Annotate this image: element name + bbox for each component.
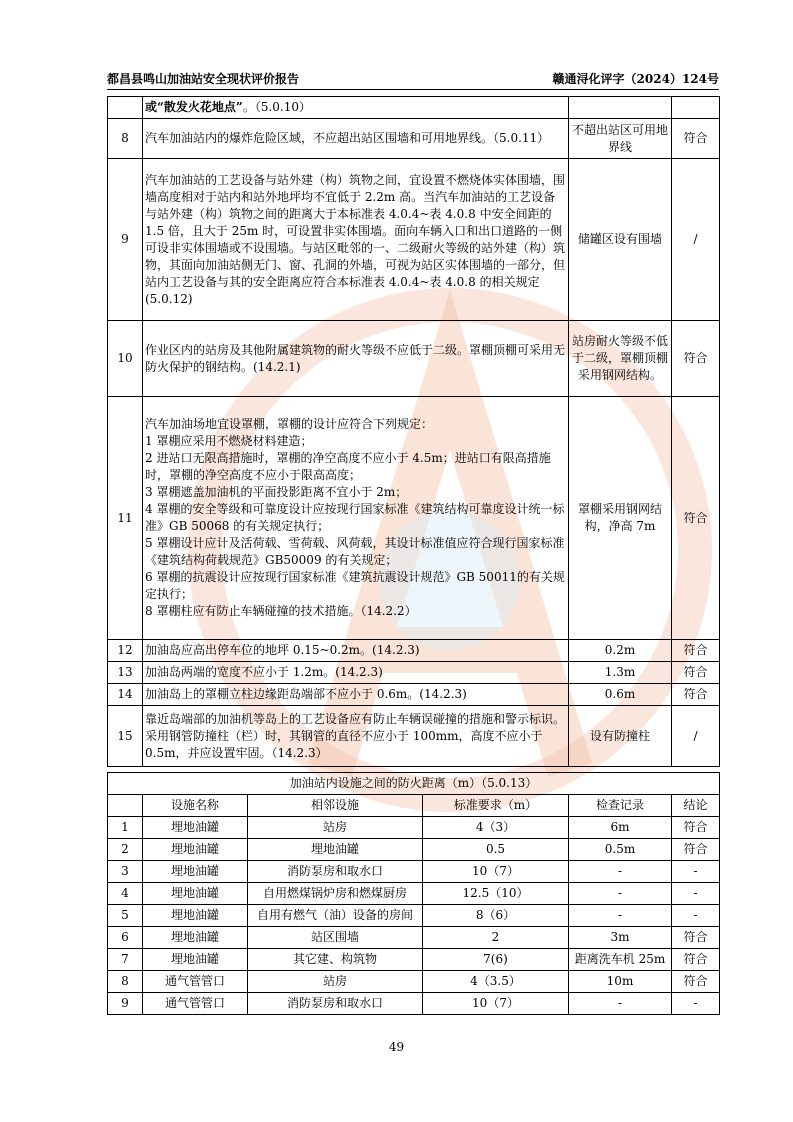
cell: 10（7） [423,861,569,883]
cell: 符合 [672,927,720,949]
cell: 10（7） [423,993,569,1015]
cell: 埋地油罐 [143,905,248,927]
cell: - [672,861,720,883]
cell: 5 [108,905,143,927]
row-result: / [672,706,720,767]
list-item: 4 罩棚的安全等级和可靠度设计应按现行国家标准《建筑结构可靠度设计统一标准》GB 50068 的有关规定执行； [145,502,565,533]
table-row [108,640,720,662]
cell: 4（3） [423,817,569,839]
cell: 3 [108,861,143,883]
cell: 8（6） [423,905,569,927]
cell: 7 [108,949,143,971]
cell: 符合 [672,839,720,861]
cell: - [672,993,720,1015]
table-header-row [108,795,720,817]
cell: - [569,861,672,883]
row-content: 加油岛应高出停车位的地坪 0.15~0.2m。(14.2.3) [143,640,569,662]
list-item: 汽车加油场地宜设罩棚，罩棚的设计应符合下列规定： [145,417,434,431]
row-content-bold: 或“散发火花地点” [145,100,243,114]
row-record: 站房耐火等级不低于二级，罩棚顶棚采用钢网结构。 [569,321,672,397]
table-row [108,883,720,905]
cell: 通气管管口 [143,971,248,993]
cell: 埋地油罐 [143,883,248,905]
row-number [108,97,143,119]
row-result: / [672,159,720,321]
column-header: 相邻设施 [248,795,423,817]
row-content [143,97,569,119]
table-row [108,905,720,927]
row-result [672,97,720,119]
page-header [107,70,719,88]
list-item: 5 罩棚设计应计及活荷载、雪荷载、风荷载，其设计标准值应符合现行国家标准《建筑结构荷载规范》GB50009 的有关规定； [145,536,565,567]
table-row [108,927,720,949]
row-result: 符合 [672,321,720,397]
cell: 10m [569,971,672,993]
row-number: 8 [108,119,143,159]
cell: 12.5（10） [423,883,569,905]
column-header: 设施名称 [143,795,248,817]
cell: 9 [108,993,143,1015]
cell: 站房 [248,971,423,993]
row-result: 符合 [672,119,720,159]
row-record: 0.2m [569,640,672,662]
cell: 自用有燃气（油）设备的房间 [248,905,423,927]
cell: 7(6) [423,949,569,971]
table-row [108,817,720,839]
table-row [108,97,720,119]
fire-distance-table [107,772,720,1015]
list-item: 6 罩棚的抗震设计应按现行国家标准《建筑抗震设计规范》GB 50011的有关规定执行； [145,570,565,601]
list-item: 3 罩棚遮盖加油机的平面投影距离不宜小于 2m； [145,485,408,499]
table-row [108,839,720,861]
page-number: 49 [388,1040,405,1054]
row-number: 11 [108,397,143,640]
row-content: 汽车加油站内的爆炸危险区域，不应超出站区围墙和可用地界线。（5.0.11） [143,119,569,159]
row-record [569,97,672,119]
row-record: 不超出站区可用地界线 [569,119,672,159]
inspection-table [107,96,720,767]
row-result: 符合 [672,662,720,684]
row-number: 15 [108,706,143,767]
cell: 站区围墙 [248,927,423,949]
report-title: 都昌县鸣山加油站安全现状评价报告 [107,72,300,86]
column-header [108,795,143,817]
row-record: 1.3m [569,662,672,684]
cell: 埋地油罐 [248,839,423,861]
table-row [108,662,720,684]
cell: 2 [108,839,143,861]
table-row [108,971,720,993]
cell: 消防泵房和取水口 [248,861,423,883]
row-result: 符合 [672,640,720,662]
cell: 自用燃煤锅炉房和燃煤厨房 [248,883,423,905]
table-row [108,397,720,640]
column-header: 检查记录 [569,795,672,817]
cell: - [569,905,672,927]
row-content: 加油岛两端的宽度不应小于 1.2m。(14.2.3) [143,662,569,684]
cell: - [569,883,672,905]
cell: 4（3.5） [423,971,569,993]
cell: - [672,905,720,927]
row-number: 13 [108,662,143,684]
table-row [108,706,720,767]
table-row [108,949,720,971]
table-row [108,159,720,321]
table-title: 加油站内设施之间的防火距离（m）（5.0.13） [108,773,720,795]
list-item: 1 罩棚应采用不燃烧材料建造； [145,434,313,448]
cell: 符合 [672,971,720,993]
table-row [108,321,720,397]
report-number: 赣通浔化评字（2024）124号 [552,72,719,86]
row-content: 汽车加油站的工艺设备与站外建（构）筑物之间，宜设置不燃烧体实体围墙，围墙高度相对于站内和站外地坪均不宜低于 2.2m 高。当汽车加油站的工艺设备与站外建（构）筑物之间的距离大于本标准表 4.0.4~表 4.0.8 中安全间距的 1.5 倍，且大于 25m 时，可设置非实体围墙。面向车辆入口和出口道路的一侧可设非实体围墙或不设围墙。与站区毗邻的一、二级耐火等级的站外建（构）筑物，其面向加油站侧无门、窗、孔洞的外墙，可视为站区实体围墙的一部分，但站内工艺设备与其的安全距离应符合本标准表 4.0.4~表 4.0.8 的相关规定(5.0.12) [143,159,569,321]
cell: 站房 [248,817,423,839]
row-record: 储罐区设有围墙 [569,159,672,321]
cell: 3m [569,927,672,949]
column-header: 标准要求（m） [423,795,569,817]
cell: 距离洗车机 25m [569,949,672,971]
row-content: 加油岛上的罩棚立柱边缘距岛端部不应小于 0.6m。(14.2.3) [143,684,569,706]
cell: - [569,993,672,1015]
cell: 埋地油罐 [143,927,248,949]
cell: 通气管管口 [143,993,248,1015]
column-header: 结论 [672,795,720,817]
list-item: 8 罩棚柱应有防止车辆碰撞的技术措施。（14.2.2） [145,604,417,618]
row-record: 0.6m [569,684,672,706]
row-content-list [143,397,569,640]
row-content: 作业区内的站房及其他附属建筑物的耐火等级不应低于二级。罩棚顶棚可采用无防火保护的钢结构。(14.2.1) [143,321,569,397]
cell: 0.5 [423,839,569,861]
row-number: 14 [108,684,143,706]
cell: 消防泵房和取水口 [248,993,423,1015]
row-record: 罩棚采用钢网结构，净高 7m [569,397,672,640]
cell: 符合 [672,817,720,839]
cell: - [672,883,720,905]
cell: 4 [108,883,143,905]
cell: 2 [423,927,569,949]
row-content: 靠近岛端部的加油机等岛上的工艺设备应有防止车辆误碰撞的措施和警示标识。采用钢管防撞柱（栏）时，其钢管的直径不应小于 100mm，高度不应小于 0.5m，并应设置牢固。（14.2.3） [143,706,569,767]
cell: 埋地油罐 [143,949,248,971]
table-row [108,684,720,706]
cell: 8 [108,971,143,993]
list-item: 2 进站口无限高措施时，罩棚的净空高度不应小于 4.5m；进站口有限高措施时，罩棚的净空高度不应小于限高高度； [145,451,551,482]
row-result: 符合 [672,684,720,706]
row-number: 9 [108,159,143,321]
cell: 1 [108,817,143,839]
table-row [108,993,720,1015]
row-number: 10 [108,321,143,397]
cell: 6m [569,817,672,839]
cell: 其它建、构筑物 [248,949,423,971]
row-number: 12 [108,640,143,662]
cell: 符合 [672,949,720,971]
cell: 6 [108,927,143,949]
cell: 埋地油罐 [143,839,248,861]
row-content-rest: 。（5.0.10） [242,100,311,114]
table-row [108,861,720,883]
row-result: 符合 [672,397,720,640]
table-row [108,119,720,159]
row-record: 设有防撞柱 [569,706,672,767]
cell: 埋地油罐 [143,817,248,839]
cell: 0.5m [569,839,672,861]
table-title-row [108,773,720,795]
cell: 埋地油罐 [143,861,248,883]
header-divider [107,89,719,90]
